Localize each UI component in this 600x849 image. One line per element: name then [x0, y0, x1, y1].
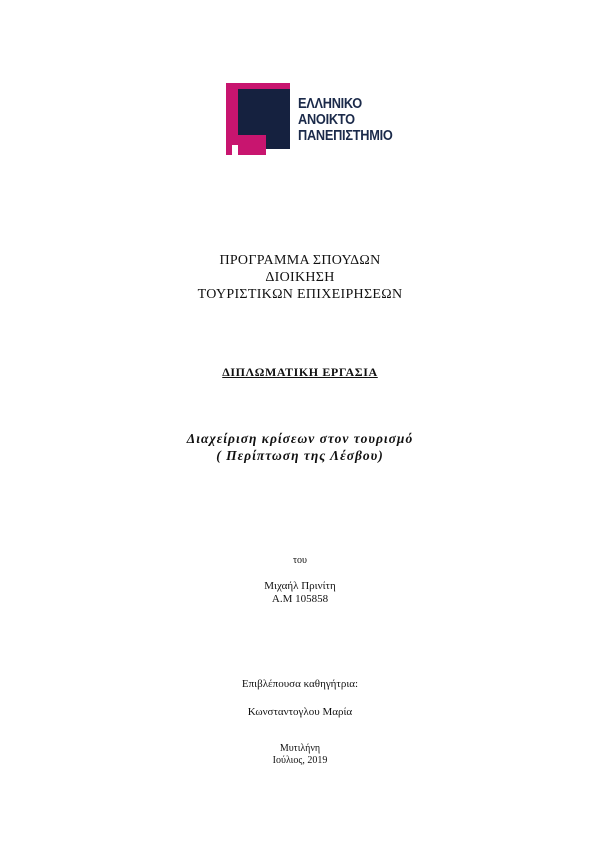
title-line-1: Διαχείριση κρίσεων στον τουρισμό — [186, 431, 414, 446]
logo-line-1: ΕΛΛΗΝΙΚΟ — [298, 96, 362, 112]
university-logo-text — [298, 96, 393, 144]
place-date — [0, 743, 600, 767]
author-block — [0, 580, 600, 606]
supervisor-name: Κωνσταντογλου Μαρία — [247, 706, 353, 718]
thesis-type: ΔΙΠΛΩΜΑΤΙΚΗ ΕΡΓΑΣΙΑ — [222, 365, 378, 379]
author-name: Μιχαήλ Πρινίτη — [264, 580, 336, 592]
program-line-1: ΠΡΟΓΡΑΜΜΑ ΣΠΟΥΔΩΝ — [219, 253, 381, 268]
thesis-title — [0, 430, 600, 464]
university-logo-mark-icon — [226, 83, 290, 155]
place: Μυτιλήνη — [279, 743, 321, 754]
date: Ιούλιος, 2019 — [272, 755, 328, 766]
logo-line-3: ΠΑΝΕΠΙΣΤΗΜΙΟ — [298, 128, 393, 144]
study-program — [0, 252, 600, 303]
by-label: του — [293, 555, 307, 566]
supervisor-label: Επιβλέπουσα καθηγήτρια: — [241, 678, 359, 690]
author-id: Α.Μ 105858 — [271, 593, 329, 605]
program-line-2: ΔΙΟΙΚΗΣΗ — [265, 270, 335, 285]
program-line-3: ΤΟΥΡΙΣΤΙΚΩΝ ΕΠΙΧΕΙΡΗΣΕΩΝ — [197, 287, 403, 302]
title-line-2: ( Περίπτωση της Λέσβου) — [216, 448, 384, 463]
logo-line-2: ΑΝΟΙΚΤΟ — [298, 112, 355, 128]
university-logo — [226, 83, 416, 157]
